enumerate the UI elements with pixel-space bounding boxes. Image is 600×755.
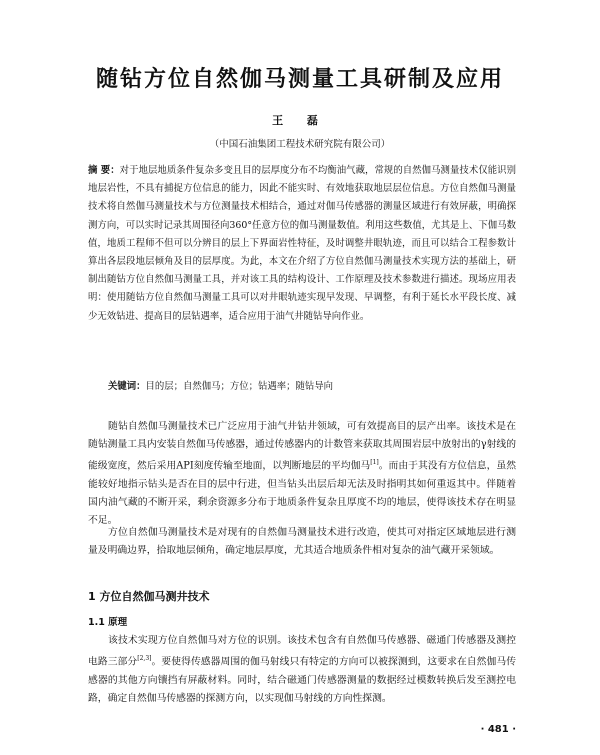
section-heading-1: 1 方位自然伽马测井技术 <box>88 590 210 603</box>
author-name: 王 磊 <box>272 114 328 127</box>
paragraph-3-text-a: 该技术实现方位自然伽马对方位的识别。该技术包含有自然伽马传感器、磁通门传感器及测控电路三部分 <box>88 635 516 668</box>
keywords-text: 目的层；自然伽马；方位；钻遇率；随钻导向 <box>145 381 334 392</box>
abstract-text: 对于地层地质条件复杂多变且目的层厚度分布不均衡油气藏，常规的自然伽马测量技术仅能识别地层岩性，不具有捕捉方位信息的能力，因此不能实时、有效地获取地层层位信息。方位自然伽马测量技术将自然伽马测量技术与方位测量技术相结合，通过对伽马传感器的测量区域进行有效屏蔽，明确探测方向，可以实时记录其周围径向360°任意方位的伽马测量数值。利用这些数值，尤其是上、下伽马数值，地质工程师不但可以分辨目的层上下界面岩性特征，及时调整井眼轨迹，而且可以结合工程参数计算出各层段地层倾角及目的层厚度。为此，本文在介绍了方位自然伽马测量技术实现方法的基础上，研制出随钻方位自然伽马测量工具，并对该工具的结构设计、工作原理及技术参数进行描述。现场应用表明：使用随钻方位自然伽马测量工具可以对井眼轨迹实现早发现、早调整，有利于延长水平段长度、减少无效钻进、提高目的层钻遇率，适合应用于油气井随钻导向作业。 <box>88 165 517 322</box>
abstract-label: 摘 要： <box>88 165 120 176</box>
subsection-heading-1-1: 1.1 原理 <box>88 617 128 628</box>
body-paragraph-2: 方位自然伽马测量技术是对现有的自然伽马测量技术进行改造，使其可对指定区域地层进行测量及明确边界，拾取地层倾角，确定地层厚度，尤其适合地质条件相对复杂的油气藏开采领域。 <box>88 527 516 557</box>
citation-1: [1] <box>370 459 379 467</box>
citation-2: [2,3] <box>137 655 152 663</box>
keywords-label: 关键词： <box>108 381 146 392</box>
paragraph-1-tail: 。而由于其没有方位信息，虽然能较好地指示钻头是否在目的层中行进，但当钻头出层后却无法及时指明其如何重返其中。伴随着国内油气藏的不断开采，剩余资源多分布于地质条件复杂且厚度不均的地层，使得该技术存在明显不足。 <box>88 460 517 527</box>
keywords <box>108 378 516 392</box>
page-number: · 481 · <box>480 724 516 735</box>
body-paragraph-1 <box>88 418 516 530</box>
paragraph-1-text: 随钻自然伽马测量技术已广泛应用于油气井钻井领域，可有效提高目的层产出率。该技术是在随钻测量工具内安装自然伽马传感器，通过传感器内的计数管来获取其周围岩层中放射出的γ射线的能级宽度，然后采用API刻度传输至地面，以判断地层的平均伽马 <box>88 421 516 472</box>
paragraph-3-text-b: 。要使得传感器周围的伽马射线只有特定的方向可以被探测到，这要求在自然伽马传感器的其他方向镶挡有屏蔽材料。同时，结合磁通门传感器测量的数据经过模数转换后发至测控电路，确定自然伽马传感器的探测方向，以实现伽马射线的方向性探测。 <box>88 656 517 704</box>
paper-title: 随钻方位自然伽马测量工具研制及应用 <box>95 67 504 92</box>
abstract <box>88 162 516 326</box>
body-paragraph-3 <box>88 632 516 708</box>
affiliation: （中国石油集团工程技术研究院有限公司） <box>209 139 391 150</box>
